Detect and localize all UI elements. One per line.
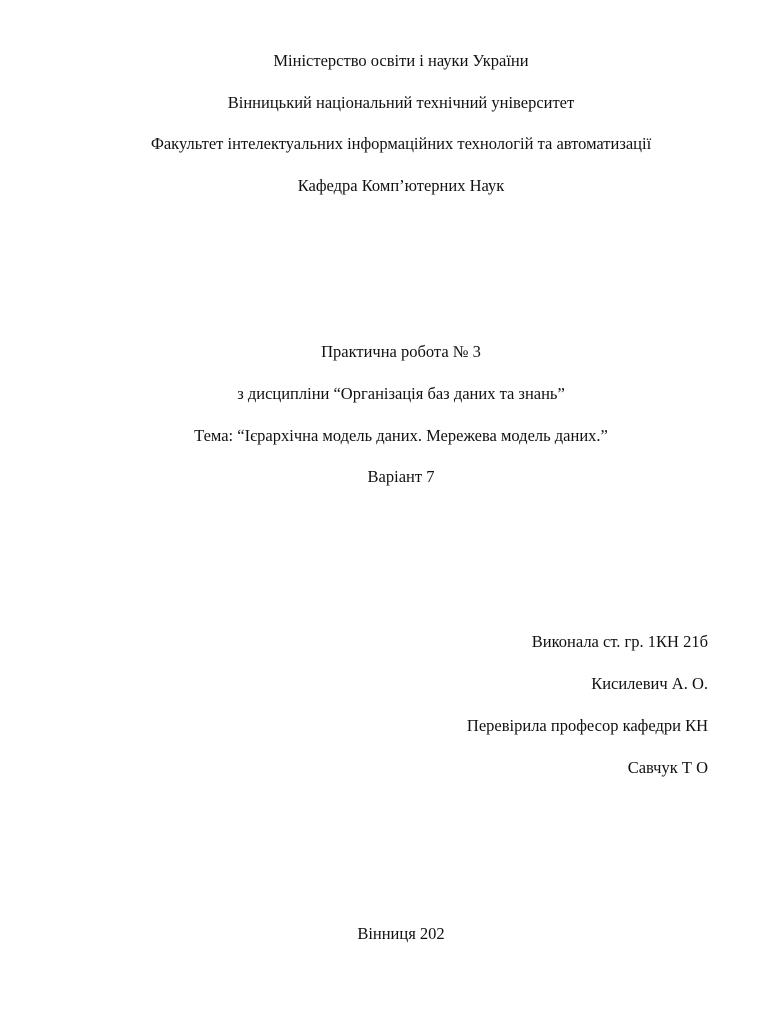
topic-line: Тема: “Ієрархічна модель даних. Мережева модель даних.” — [194, 426, 608, 445]
city-year: Вінниця 202 — [357, 924, 445, 943]
university-line: Вінницький національний технічний університет — [227, 93, 575, 112]
teacher-name: Савчук Т О — [627, 758, 708, 777]
ministry-line: Міністерство освіти і науки України — [273, 51, 529, 70]
faculty-line: Факультет інтелектуальних інформаційних технологій та автоматизації — [150, 134, 652, 153]
variant-line: Варіант 7 — [367, 467, 435, 486]
discipline-line: з дисципліни “Організація баз даних та знань” — [237, 384, 565, 403]
checked-by-line: Перевірила професор кафедри КН — [466, 716, 708, 735]
department-line: Кафедра Комп’ютерних Наук — [297, 176, 505, 195]
performed-by-line: Виконала ст. гр. 1КН 21б — [531, 632, 708, 651]
work-title: Практична робота № 3 — [321, 342, 481, 361]
student-name: Кисилевич А. О. — [591, 674, 708, 693]
